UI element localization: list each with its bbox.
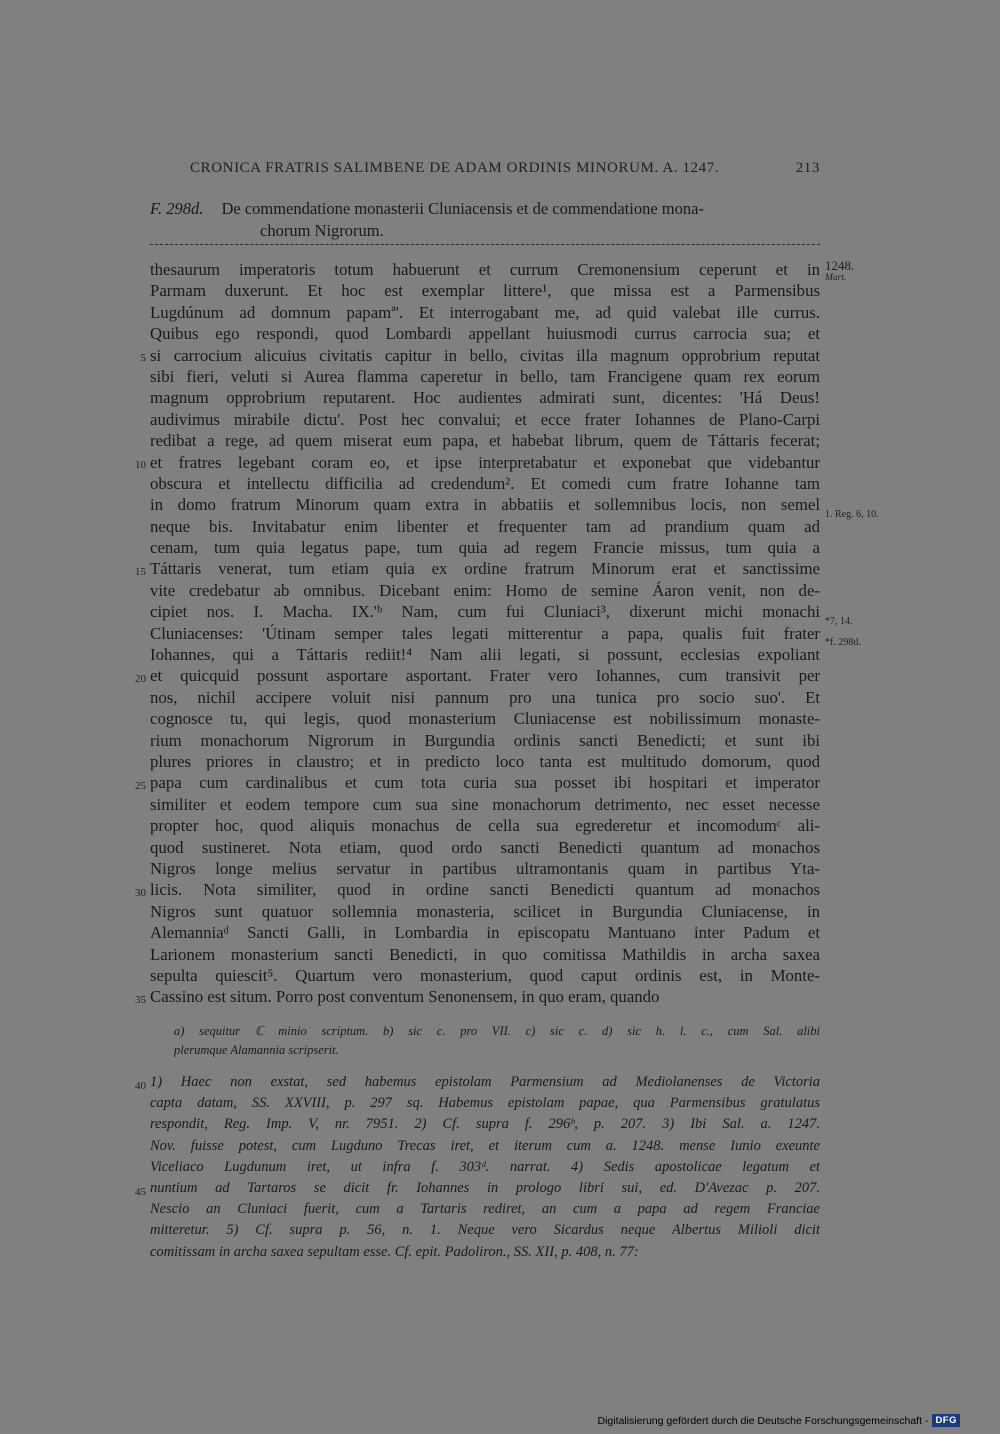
text-line: audivimus mirabile dictu'. Post hec convalui; et ecce frater Iohannes de Plano-Carpi xyxy=(150,409,820,429)
text-line: quod sustineret. Nota etiam, quod ordo sancti Benedicti quantum ad monachos xyxy=(150,837,820,857)
folio-reference: F. 298d. xyxy=(150,199,204,218)
main-text xyxy=(135,258,879,1008)
page-number: 213 xyxy=(795,160,820,176)
line-number: 25 xyxy=(135,779,146,792)
critical-apparatus xyxy=(174,1022,820,1060)
chapter-heading xyxy=(150,198,820,242)
line-number: 20 xyxy=(135,672,146,685)
heading-divider xyxy=(150,244,820,245)
text-line: Nigros longe melius servatur in partibus ultramontanis quam in partibus Yta- xyxy=(150,858,820,878)
text-line: et fratres legebant coram eo, et ipse interpretabatur et exponebat que videbantur xyxy=(150,452,820,472)
apparatus-line: plerumque Alamannia scripserit. xyxy=(174,1043,339,1057)
chapter-title-line-1: De commendatione monasterii Cluniacensis et de commendatione mona- xyxy=(221,199,704,218)
footer-credit xyxy=(598,1414,960,1427)
line-number: 45 xyxy=(135,1186,146,1198)
footer-text: Digitalisierung gefördert durch die Deutsche Forschungsgemeinschaft - xyxy=(597,1414,929,1427)
margin-year: 1248. Mart. xyxy=(825,258,855,283)
text-line: vite credebatur ab omnibus. Dicebant enim: Homo de semine Áaron venit, non de- xyxy=(150,580,820,600)
text-line: sibi fieri, veluti si Aurea flamma caperetur in bello, tam Francigene quam rex eorum xyxy=(150,366,820,386)
footnote-line: nuntium ad Tartaros se dicit fr. Iohannes in prologo libri sui, ed. D'Avezac p. 207. xyxy=(150,1179,820,1196)
footnote-line: comitissam in archa saxea sepultam esse. Cf. epit. Padoliron., SS. XII, p. 408, n. 77: xyxy=(150,1243,639,1260)
footnote-line: respondit, Reg. Imp. V, nr. 7951. 2) Cf. supra f. 296ᵇ, p. 207. 3) Ibi Sal. a. 1247. xyxy=(150,1116,820,1133)
text-line: magnum opprobrium reputarent. Hoc audientes admirati sunt, dicentes: 'Há Deus! xyxy=(150,388,820,408)
text-line: in domo fratrum Minorum quam extra in abbatiis et sollemnibus locis, non semel xyxy=(150,495,820,515)
text-line: cognosce tu, qui legis, quod monasterium Cluniacense est nobilissimum monaste- xyxy=(150,709,820,729)
line-number: 30 xyxy=(135,886,146,899)
text-line: Lugdúnum ad domnum papamª'. Et interrogabant me, ad quid valebat ille currus. xyxy=(150,302,820,322)
dfg-logo: DFG xyxy=(932,1414,960,1427)
text-line: rium monachorum Nigrorum in Burgundia ordinis sancti Benedicti; et sunt ibi xyxy=(150,730,820,750)
line-number: 10 xyxy=(135,458,146,471)
margin-ref-1: 1. Reg. 6, 10. xyxy=(825,509,879,520)
footnote-line: Nescio an Cluniaci fuerit, cum a Tartaris rediret, an cum a papa ad regem Franciae xyxy=(150,1201,820,1218)
text-line: et quicquid possunt asportare asportant. Frater vero Iohannes, cum transivit per xyxy=(150,666,820,686)
apparatus-line: a) sequitur ℂ minio scriptum. b) sic c. pro VII. c) sic c. d) sic h. l. c., cum Sal. alibi xyxy=(174,1024,820,1038)
text-line: cenam, tum quia legatus pape, tum quia ad regem Francie missus, tum quia a xyxy=(150,538,820,558)
margin-month: Mart. xyxy=(825,273,847,283)
text-line: neque bis. Invitabatur enim libenter et frequenter tam ad prandium quam ad xyxy=(150,516,820,536)
text-line: nos, nichil accipere voluit nisi pannum pro una tunica pro socio suo'. Et xyxy=(150,687,820,707)
line-number: 40 xyxy=(135,1080,146,1092)
text-line: licis. Nota similiter, quod in ordine sancti Benedicti quantum ad monachos xyxy=(150,880,820,900)
text-line: Parmam duxerunt. Et hoc est exemplar littere¹, que missa est a Parmensibus xyxy=(150,281,820,301)
text-line: cipiet nos. I. Macha. IX.'ᵇ Nam, cum fui Cluniaci³, dixerunt michi monachi xyxy=(150,602,820,622)
text-line: plures priores in claustro; et in predicto loco tanta est multitudo domorum, quod xyxy=(150,751,820,771)
text-line: similiter et eodem tempore cum sua sine monachorum detrimento, nec esset necesse xyxy=(150,794,820,814)
text-line: redibat a rege, ad quem miserat eum papa, et habebat librum, quem de Táttaris fecerat; xyxy=(150,431,820,451)
text-line: propter hoc, quod aliquis monachus de cella sua egrederetur et incomodumᶜ ali- xyxy=(150,816,820,836)
footnote-line: mitteretur. 5) Cf. supra p. 56, n. 1. Neque vero Sicardus neque Albertus Milioli dicit xyxy=(150,1222,820,1239)
line-number: 5 xyxy=(140,351,146,364)
text-line: papa cum cardinalibus et cum tota curia sua posset ibi hospitari et imperator xyxy=(150,773,820,793)
line-number: 15 xyxy=(135,565,146,578)
text-line: Nigros sunt quatuor sollemnia monasteria, scilicet in Burgundia Cluniacense, in xyxy=(150,901,820,921)
margin-ref-3: *f. 298d. xyxy=(825,637,861,648)
chapter-title-line-2: chorum Nigrorum. xyxy=(260,221,384,240)
footnote-line: Nov. fuisse potest, cum Lugduno Trecas iret, et iterum cum a. 1248. mense Iunio exeunte xyxy=(150,1137,820,1154)
text-line: Iohannes, qui a Táttaris rediit!⁴ Nam alii legati, si possunt, ecclesias expoliant xyxy=(150,645,820,665)
footnote-line: Viceliaco Lugdunum iret, ut infra f. 303ᵈ. narrat. 4) Sedis apostolicae legatum et xyxy=(150,1158,820,1175)
text-line: Cluniacenses: 'Útinam semper tales legati mitterentur a papa, qualis fuit frater xyxy=(150,623,820,643)
text-line: Alemanniaᵈ Sancti Galli, in Lombardia in episcopatu Mantuano inter Padum et xyxy=(150,923,820,943)
text-line: Táttaris venerat, tum etiam quia ex ordine fratrum Minorum erat et sanctissime xyxy=(150,559,820,579)
running-header xyxy=(190,160,820,177)
footnotes xyxy=(135,1072,820,1263)
text-line: thesaurum imperatoris totum habuerunt et currum Cremonensium ceperunt et in xyxy=(150,260,820,279)
text-line: si carrocium alicuius civitatis capitur in bello, civitas illa magnum opprobrium reputat xyxy=(150,345,820,365)
line-number: 35 xyxy=(135,993,146,1006)
running-title: CRONICA FRATRIS SALIMBENE DE ADAM ORDINIS MINORUM. A. 1247. xyxy=(190,160,720,176)
text-line: sepulta quiescit⁵. Quartum vero monasterium, quod caput ordinis est, in Monte- xyxy=(150,965,820,985)
text-line: Quibus ego respondi, quod Lombardi appellant huiusmodi currus carrocia sua; et xyxy=(150,324,820,344)
text-line: obscura et intellectu difficilia ad credendum². Et comedi cum fratre Iohanne tam xyxy=(150,473,820,493)
footnote-line: 1) Haec non exstat, sed habemus epistolam Parmensium ad Mediolanenses de Victoria xyxy=(150,1074,820,1090)
footnote-line: capta datam, SS. XXVIII, p. 297 sq. Habemus epistolam papae, qua Parmensibus gratulatus xyxy=(150,1095,820,1112)
margin-ref-2: *7, 14. xyxy=(825,616,853,627)
text-line: Larionem monasterium sancti Benedicti, in quo comitissa Mathildis in archa saxea xyxy=(150,944,820,964)
text-line: Cassino est situm. Porro post conventum Senonensem, in quo eram, quando xyxy=(150,987,660,1007)
